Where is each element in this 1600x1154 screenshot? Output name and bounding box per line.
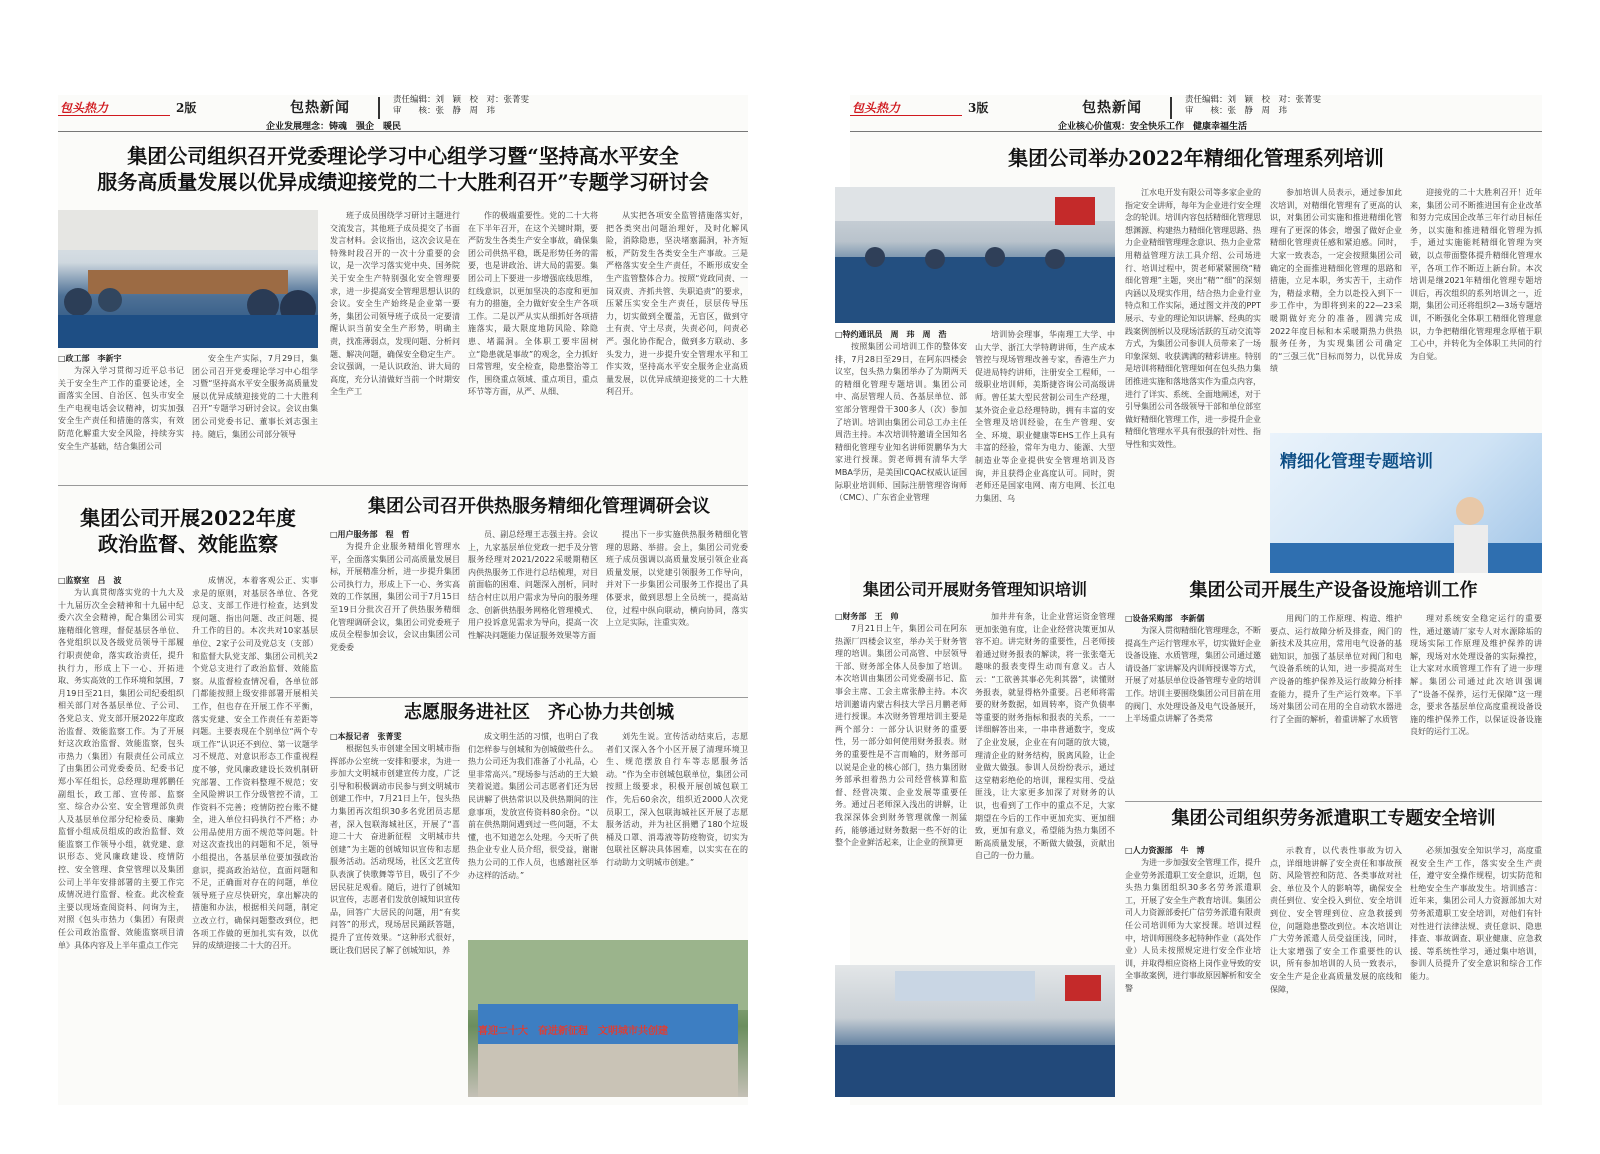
page-header	[850, 95, 1542, 137]
article-byline: □监察室 吕 波	[58, 576, 122, 585]
article-column: 按照集团公司培训工作的整体安排，7月28日至29日，在阿东四楼会议室，包头热力集团举办了为期两天的精细化管理专题培训。集团公司中、高层管理人员、各基层单位、部室部分管理骨干300多人（次）参加了培训。培训由集团公司总工办主任周浩主持。本次培训特邀请全国知名精细化管理专业知名讲师贺鹏华为大家进行授课。贺老师拥有清华大学MBA学历，是美国ICQAC权威认证国际职业培训师、国际注册管理咨询师（CMC）、广东省企业管理	[835, 342, 967, 503]
article-column: 7月21日上午，集团公司在阿东热源厂四楼会议室，举办关于财务管理的培训。集团公司高管、中层领导干部、财务部全体人员参加了培训。本次培训由集团公司党委副书记、监事会主席、工会主席张静主持。本次培训邀请内蒙古科技大学吕月鹏老师进行授课。本次财务管理培训主要是两个部分：一部分认识财务的重要性，另一部分如何使用财务报表。财务的重要性是不言而喻的，财务部可以说是企业的核心部门，热力集团财务部承担着热力公司经营核算和监督、经营决策、企业发展等重要任务。通过吕老师深入浅出的讲解，让我深深体会到财务管理就像一剂猛药，能够通过财务数据一些不好的让整个企业鲜活起来，让企业的预算更	[835, 624, 967, 848]
header-divider	[1170, 97, 1172, 119]
section-rule	[330, 697, 748, 698]
brand-underline	[58, 115, 170, 116]
article-column: 示教育，以代表性事故为切入点，详细地讲解了安全责任和事故预防、风险管控和防范、各类事故对社会、单位及个人的影响等，确保安全责任到位、安全投入到位、安全培训到位、安全管理到位、应急救援到位，问题隐患整改到位。本次培训让广大劳务派遣人员受益匪浅，同时，让大家增强了安全工作重要性的认识，所有参加培训的人员一致表示，安全生产是企业高质量发展的底线和保障，	[1270, 846, 1402, 994]
article-column: 江水电开发有限公司等多家企业的指定安全讲师，每年为企业进行安全理念的轮训。培训内容包括精细化管理思想渊源、构建热力精细化管理思路、热力企业精细管理理念意识、热力企业常用精益管理方法工具介绍、公司场进行、培训过程中，贺老师紧紧围绕“精细化管理”主题，突出“精”“细”的深刻内涵以及现实作用，结合热力企业行业特点和工作实际，通过图文并茂的PPT展示、专业的理论知识讲解、经典的实践案例剖析以及现场活跃的互动交流等方式，为集团公司参训人员带来了一场印象深刻、收获满满的精彩讲座。特别是培训将精细化管理如何在包头热力集团推进实施和落地落实作为重点内容，进行了详实、系统、全面地阐述，对于引导集团公司各级领导干部和单位部室做好精细化管理工作，进一步提升企业精细化管理水平具有很强的针对性、指导性和实效性。	[1125, 188, 1261, 449]
headline-line: 集团公司开展2022年度	[80, 506, 296, 530]
editor-credits: 责任编辑：刘 颖 校 对：张菁雯 审 核：张 静 周 玮	[393, 95, 530, 116]
newspaper-page-2	[58, 95, 748, 1105]
article-headline-finance-training: 集团公司开展财务管理知识培训	[862, 580, 1087, 599]
article-headline-safety-training: 集团公司组织劳务派遣职工专题安全培训	[1171, 808, 1496, 829]
article-column: 提出下一步实施供热服务精细化管理的思路、举措。会上，集团公司党委班子成员强调以高质量发展引领企业高质量发展，以党建引领服务工作导向，并对下一步集团公司服务工作提出了具体要求，做到思想上全员统一，提高站位，过程中纵向联动，横向协同，落实上立足实际，注重实效。	[606, 530, 748, 628]
article-headline-service-survey: 集团公司召开供热服务精细化管理调研会议	[368, 496, 710, 517]
finance-photo-art	[835, 965, 1115, 1097]
header-rule	[850, 131, 1542, 132]
headline-line: 政治监督、效能监察	[98, 532, 278, 556]
article-byline: □财务部 王 帅	[835, 612, 899, 621]
article-column: 为深入学习贯彻习近平总书记关于安全生产工作的重要论述，全面落实全国、自治区、包头市安全生产电视电话会议精神，切实加强安全生产责任和措施的落实，有效防范化解重大安全风险，持续夯实安全生产基础，结合集团公司	[58, 366, 184, 451]
article-column: 培训协会理事，华南理工大学、中山大学、浙江大学特聘讲师，生产成本管控与现场管理改善专家，香港生产力促进局特约讲师，注册安全工程师，一级职业培训师，美斯捷咨询公司高级讲师。曾任某大型民营制公司生产经理，某外资企业总经理特助，拥有丰富的安全管理及培训经验，在生产管理、安全、环境、职业健康等EHS工作上具有丰富的经验，常年为电力、能源、大型制造业等企业提供安全管理培训及咨询，并且获得企业高度认可。同时，贺老师还是国家电网、南方电网、长江电力集团、乌	[975, 330, 1115, 503]
article-byline: □人力资源部 牛 博	[1125, 846, 1205, 855]
article-column: 为深入贯彻精细化管理理念，不断提高生产运行管理水平，切实做好企业设备设施、水质管理，集团公司通过邀请设备厂家讲解及内训师授课等方式，开展了对基层单位设备管理专业的培训工作。培训主要围绕集团公司目前在用的阀门、水处理设备及电气设备展开，上半场重点讲解了各类常	[1125, 626, 1261, 724]
article-byline: □本报记者 张菁雯	[330, 732, 402, 741]
slide-title: 精细化管理专题培训	[1280, 452, 1433, 472]
lecture-slide-photo	[1270, 433, 1542, 573]
article-column: 必须加强安全知识学习，高度重视安全生产工作，落实安全生产责任，遵守安全操作规程，切实防范和杜绝安全生产事故发生。培训感言：近年来，集团公司人力资源部加大对劳务派遣职工安全培训，对他们有针对性进行法律法规、责任意识、隐患排查、事故调查、职业健康、应急救援、等系统性学习，通过集中培训，参训人员提升了安全意识和综合工作能力。	[1410, 846, 1542, 981]
edition-number: 3版	[968, 101, 989, 115]
article-column: 迎接党的二十大胜利召开！近年来，集团公司不断推进国有企业改革和努力完成国企改革三年行动目标任务，以实施和推进精细化管理为抓手，通过实施能耗精细化管理为突破，以点带面整体提升精细化管理水平，各项工作不断迈上新台阶。本次培训是继2021年精细化管理专题培训后，再次组织的系列培训之一，近期，集团公司还将组织2—3场专题培训，不断强化全体职工精细化管理意识，力争把精细化管理理念厚植于职工心中，并转化为全体职工共同的行为自觉。	[1410, 188, 1542, 361]
section-rule	[1125, 801, 1542, 802]
article-column: 加井井有条，让企业营运资金管理更加张弛有度，让企业经营决策更加从容不迫。讲完财务的重要性，吕老师接着通过财务报表的解读，将一张张毫无趣味的报表变得生动而有意义。古人云：“工欲善其事必先利其器”，读懂财务报表，就显得格外重要。吕老师将需要的财务数据，如周转率，资产负债率等重要的财务指标和报表的关系，一一详细解答出来，一串串普通数字，变成了企业发展，企业在有问题的放大镜，理清企业的财务结构，脱离风险，让企业做大做强。参训人员纷纷表示，通过这堂精彩绝伦的培训，课程实用、受益匪浅，让大家更多加深了对财务的认识，也看到了工作中的重点不足，大家期望在今后的工作中更加充实、更加细致，更加有意义，希望能为热力集团不断高质量发展，不断做大做强，贡献出自己的一份力量。	[975, 612, 1115, 861]
article-column: 为进一步加强安全管理工作，提升企业劳务派遣职工安全意识，近期，包头热力集团组织30多名劳务派遣职工，开展了安全生产教育培训。集团公司人力资源部委托广信劳务派遣有限责任公司培训师为大家授课。培训过程中，培训师围绕多起特种作业（高处作业）人员未按照规定进行安全作业培训，并取得相应资格上岗作业导致的安全事故案例，进行事故原因解析和安全警	[1125, 858, 1261, 993]
article-byline: □特约通讯员 周 玮 周 浩	[835, 330, 947, 339]
section-rule	[58, 485, 748, 486]
article-column: 成文明生活的习惯，也明白了我们怎样参与创城和为创城做些什么。热力公司还为我们准备了小礼品，心里非常高兴。”现场参与活动的王大娘笑着说道。集团公司志愿者们还为居民讲解了供热常识以及供热期间的注意事项，发放宣传资料80余份。“以前在供热期间遇到过一些问题，不太懂，也不知道怎么处理。今天听了供热企业专业人员介绍，很受益，谢谢热力公司的工作人员，也感谢社区举办这样的活动。”	[468, 732, 598, 880]
edition-number: 2版	[176, 101, 197, 115]
meeting-photo-art	[58, 210, 318, 348]
meeting-photo	[58, 210, 318, 348]
article-column: 成情况，本着客观公正、实事求是的原则，对基层各单位、各党总支、支部工作进行检查，达到发现问题、指出问题、改正问题、提升工作的目的。本次共对10家基层单位、2家子公司及党总支（支部）和监督大队党支部、集团公司机关2个党总支进行了政治监督、效能监察。从监督检查情况看，各单位部门都能按照上级安排部署开展相关工作，但也存在开展工作不平衡，落实党建、安全工作责任有差距等问题。主要表现在个别单位“两个专项工作”认识还不到位、第一议题学习不规范、对意识形态工作重视程度不够，党风廉政建设长效机制研究部署、工作资料整理不规范；安全风险辨识工作分级管控不清，工作资料不完善；疫情防控台账不健全，进入单位扫码执行不严格；办公用品使用方面不规范等问题。针对这次查找出的问题和不足，领导小组提出，各基层单位要加强政治意识，提高政治站位，直面问题和不足，正确面对存在的问题，单位领导班子应尽快研究，拿出解决的措施和办法，根据相关问题，制定立改立行，确保问题整改到位，把各项工作做的更加扎实有效，以优异的成绩迎接二十大的召开。	[192, 576, 318, 951]
training-photo-art	[835, 187, 1115, 323]
company-values: 企业核心价值观：安全快乐工作 健康幸福生活	[1058, 122, 1248, 132]
article-column: 作的极端重要性。党的二十大将在下半年召开，在这个关键时期，要严防发生各类生产安全事故，确保集团公司供热平稳，既是形势任务的需要，也是讲政治、讲大局的需要。集团公司上下要进一步增强底线思维，红线意识，以更加坚决的态度和更加有力的措施，全力做好安全生产各项工作。二是以严从实从细抓好各项措施落实，最大限度地防风险、除隐患、堵漏洞。全体职工要牢固树立“隐患就是事故”的观念，全力抓好日常管理，安全检查，隐患整治等工作，围绕重点领域、重点项目，重点环节等方面，从严、从细、	[468, 211, 598, 397]
volunteer-photo-art	[468, 940, 748, 1097]
brand-underline	[850, 115, 962, 116]
paper-name: 包热新闻	[290, 100, 350, 116]
newspaper-page-3	[835, 95, 1542, 1105]
article-column: 理对系统安全稳定运行的重要性，通过邀请厂家专人对水源除垢的现场实际工作原理及维护保养的讲解，现场对水处理设备的实际操控，让大家对水质管理工作有了进一步理解。集团公司通过此次培训强调了“设备不保养，运行无保障”这一理念，要求各基层单位高度重视设备设施的维护保养工作，以保证设备设施良好的运行工况。	[1410, 614, 1542, 737]
page-header	[58, 95, 748, 137]
volunteer-banner: 喜迎二十大 奋进新征程 文明城市共创建	[478, 1026, 668, 1037]
company-motto: 企业发展理念：铸魂 强企 暖民	[266, 122, 402, 132]
brand-logo: 包头热力	[852, 101, 901, 115]
article-headline-equipment-training: 集团公司开展生产设备设施培训工作	[1189, 580, 1478, 601]
article-column: 员、副总经理王志强主持。会议上，九家基层单位党政一把手及分管服务经理对2021/2022采暖期精区内供热服务工作进行总结梳理，对目前面临的困难、问题深入剖析，同时结合村庄以用户需求为导向的服务理念、创新供热服务网格化管理模式、用户投诉意见需求为导向，提高一次性解决问题能力保证服务效果等方面	[468, 530, 598, 640]
article-column: 参加培训人员表示，通过参加此次培训，对精细化管理有了更高的认识，对集团公司实施和推进精细化管理有了更深的体会，增强了做好企业精细化管理责任感和紧迫感。同时，大家一致表态，一定会按照集团公司确定的全面推进精细化管理的思路和措施，立足本职，务实苦干，主动作为，精益求精，全力以赴投入到下一步工作中，为即将到来的22—23采暖期做好充分的准备，圆满完成2022年度目标和本采暖期热力供热服务任务，为实现集团公司确定的“三强三优”目标而努力，以优异成绩	[1270, 188, 1402, 374]
article-byline: □用户服务部 程 哲	[330, 530, 410, 539]
header-divider	[378, 97, 380, 119]
article-column: 为认真贯彻落实党的十九大及十九届历次全会精神和十九届中纪委六次全会精神，配合集团公司实施精细化管理，督促基层各单位、各党组织以及各级党员领导干部履行职责使命，落实政治责任，提升执行力，形成上下一心、开拓进取、务实高效的工作环境和氛围，7月19日至21日，集团公司纪委组织相关部门对各基层单位、子公司、各党总支、党支部开展2022年度政治监督、效能监察工作。为了开展好这次政治监督、效能监察，包头市热力（集团）有限责任公司成立了由集团公司党委委员、纪委书记郑小军任组长，总经理助理郭鹏任副组长，政工部、宣传部、监察室、综合办公室、安全管理部负责人及基层单位部分纪检委员、廉勤监督小组成员组成的政治监督、效能监察工作领导小组，就党建、意识形态、党风廉政建设、疫情防控、安全管理、食堂管理以及集团公司上半年安排部署的主要工作完成情况进行监督、检查。此次检查主要以现场查阅资料、问询为主，对照《包头市热力（集团）有限责任公司政治监督、效能监察项目清单》具体内容及上半年重点工作完	[58, 588, 184, 950]
article-column: 刘先生说。宣传活动结束后，志愿者们又深入各个小区开展了清理环境卫生、规范摆放自行车等志愿服务活动。“作为全市创城包联单位，集团公司按照上级要求，积极开展创城包联工作，先后60余次，组织近2000人次党员职工，深入包联海城社区开展了志愿服务活动，并为社区捐赠了180个垃圾桶及口罩、消毒液等防疫物资，切实为包联社区解决具体困难，以实实在在的行动助力文明城市创建。”	[606, 732, 748, 867]
headline-line: 集团公司组织召开党委理论学习中心组学习暨“坚持高水平安全	[127, 144, 679, 168]
article-byline: □政工部 李新宇	[58, 354, 122, 363]
finance-training-photo	[835, 965, 1115, 1097]
article-headline-volunteer: 志愿服务进社区 齐心协力共创城	[404, 702, 674, 723]
paper-name: 包热新闻	[1082, 100, 1142, 116]
header-rule	[58, 131, 748, 132]
article-column: 安全生产实际，7月29日，集团公司召开党委理论学习中心组学习暨“坚持高水平安全服务高质量发展以优异成绩迎接党的二十大胜利召开”专题学习研讨会议。会议由集团公司党委书记、董事长刘志强主持。随后，集团公司部分领导	[192, 354, 318, 439]
editor-credits: 责任编辑：刘 颖 校 对：张菁雯 审 核：张 静 周 玮	[1185, 95, 1322, 116]
brand-logo: 包头热力	[60, 101, 109, 115]
article-column: 从实把各项安全监管措施落实好，把各类突出问题治理好，及时化解风险，消除隐患，坚决堵塞漏洞，补齐短板，严防发生各类安全生产事故。三是严格落实安全生产责任，不断形成安全生产监管整体合力。按照“党政同责、一岗双责、齐抓共管、失职追责”的要求，压紧压实安全生产责任，层层传导压力，切实做到全覆盖，无盲区，做到守土有责、守土尽责，失责必问，问责必严。强化协作配合，做到多方联动、多头发力，进一步提升安全管理水平和工作实效，坚持高水平安全服务企业高质量发展，以优异成绩迎接党的二十大胜利召开。	[606, 211, 748, 397]
headline-line: 服务高质量发展以优异成绩迎接党的二十大胜利召开”专题学习研讨会	[97, 170, 709, 194]
article-headline-supervision	[58, 505, 318, 557]
article-column: 为提升企业服务精细化管理水平，全面落实集团公司高质量发展目标，开展精准分析，进一步提升集团公司执行力，形成上下一心、务实高效的工作氛围，集团公司于7月15日至19日分批次召开了供热服务精细化管理调研会议，集团公司党委班子成员全程参加会议，会议由集团公司党委委	[330, 542, 460, 652]
article-byline: □设备采购部 李新儒	[1125, 614, 1205, 623]
article-headline-party-study	[58, 143, 748, 195]
training-room-photo	[835, 187, 1115, 323]
volunteer-group-photo	[468, 940, 748, 1097]
article-column: 班子成员围绕学习研讨主题进行交流发言，其他班子成员提交了书面发言材料。会议指出，这次会议是在特殊时段召开的一次十分重要的会议，是一次学习落实党中央、国务院关于安全生产特别强化安全管理要求，进一步提高安全管理思想认识的会议。安全生产始终是企业第一要务，集团公司领导班子成员一定要清醒认识当前安全生产形势，明确主责，找准薄弱点，发现问题、分析问题、解决问题，确保安全稳定生产。会议强调，一是认识政治、讲大局的高度，充分认清做好当前一个时期安全生产工	[330, 211, 460, 397]
article-column: 根据包头市创建全国文明城市指挥部办公室统一安排和要求，为进一步加大文明城市创建宣传力度，广泛引导和积极调动市民参与到文明城市创建工作中，7月21日上午，包头热力集团再次组织30多名党团员志愿者，深入包联海城社区，开展了“喜迎二十大 奋进新征程 文明城市共创建”为主题的创城知识宣传和志愿服务活动。活动现场，社区文艺宣传队表演了快歌舞等节目，吸引了不少居民驻足观看。随后，进行了创城知识宣传，志愿者们发放创城知识宣传品，回答广大居民的问题，用“有奖问答”的形式，现场居民踊跃答题，提升了宣传效果。“这种形式很好，既让我们居民了解了创城知识，养	[330, 744, 460, 955]
article-headline-refined-management: 集团公司举办2022年精细化管理系列培训	[1008, 146, 1384, 170]
article-column: 用阀门的工作原理、构造、维护要点、运行故障分析及排查，阀门的新技术及其应用，常用电气设备的基础知识，加强了基层单位对阀门和电气设备系统的认知，进一步提高对生产设备的维护保养及运行故障分析排查能力，提升了生产运行效率。下半场对集团公司在用的全自动软水器进行了全面的解析，着重讲解了水质管	[1270, 614, 1402, 724]
